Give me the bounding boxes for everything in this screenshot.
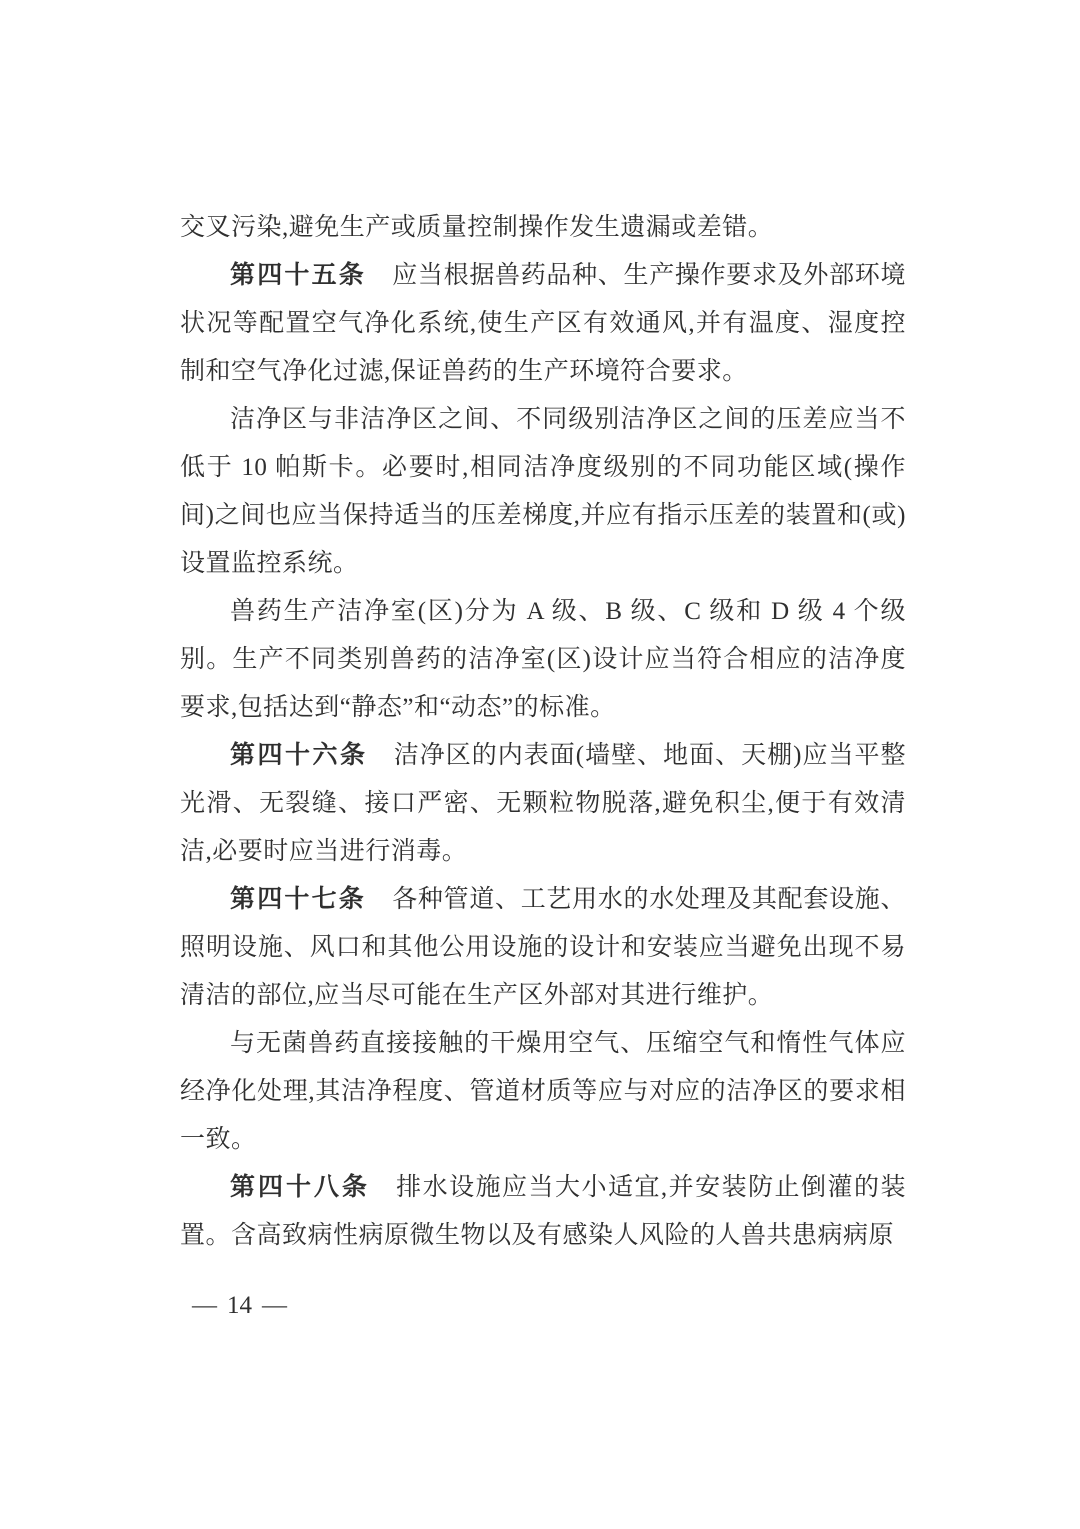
article-number: 第四十五条 (230, 262, 366, 289)
article-paragraph: 第四十八条 排水设施应当大小适宜,并安装防止倒灌的装置。含高致病性病原微生物以及有感染人风险的人兽共患病病原 (180, 1174, 906, 1249)
footer-dash-left: — (192, 1292, 217, 1319)
article-paragraph: 第四十七条 各种管道、工艺用水的水处理及其配套设施、照明设施、风口和其他公用设施的设计和安装应当避免出现不易清洁的部位,应当尽可能在生产区外部对其进行维护。 (180, 886, 906, 1009)
article-number: 第四十六条 (230, 742, 368, 769)
article-paragraph: 第四十五条 应当根据兽药品种、生产操作要求及外部环境状况等配置空气净化系统,使生产区有效通风,并有温度、湿度控制和空气净化过滤,保证兽药的生产环境符合要求。 (180, 262, 906, 385)
paragraph: 兽药生产洁净室(区)分为 A 级、B 级、C 级和 D 级 4 个级别。生产不同类别兽药的洁净室(区)设计应当符合相应的洁净度要求,包括达到“静态”和“动态”的标准。 (180, 598, 906, 721)
page-footer (182, 1282, 297, 1330)
page-number: 14 (227, 1292, 252, 1319)
body-text (180, 204, 906, 1260)
paragraph: 与无菌兽药直接接触的干燥用空气、压缩空气和惰性气体应经净化处理,其洁净程度、管道材质等应与对应的洁净区的要求相一致。 (180, 1030, 906, 1153)
article-paragraph: 第四十六条 洁净区的内表面(墙壁、地面、天棚)应当平整光滑、无裂缝、接口严密、无颗粒物脱落,避免积尘,便于有效清洁,必要时应当进行消毒。 (180, 742, 906, 865)
paragraph: 交叉污染,避免生产或质量控制操作发生遗漏或差错。 (180, 214, 774, 241)
footer-dash-right: — (262, 1292, 287, 1319)
paragraph: 洁净区与非洁净区之间、不同级别洁净区之间的压差应当不低于 10 帕斯卡。必要时,相同洁净度级别的不同功能区域(操作间)之间也应当保持适当的压差梯度,并应有指示压差的装置和(或)设置监控系统。 (180, 406, 906, 577)
article-number: 第四十七条 (230, 886, 366, 913)
article-number: 第四十八条 (230, 1174, 370, 1201)
